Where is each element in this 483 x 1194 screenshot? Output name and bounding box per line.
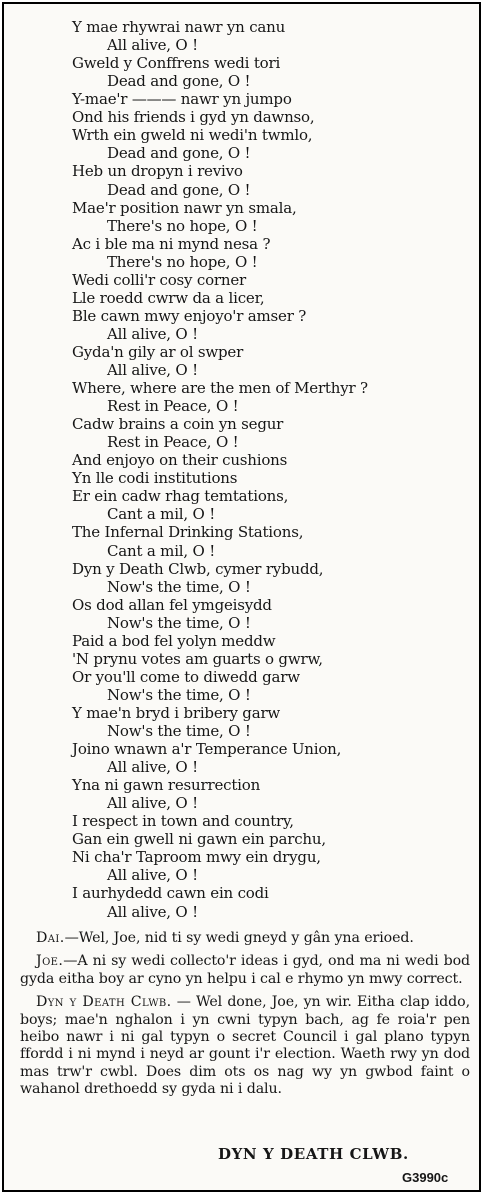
verse-refrain-line: Rest in Peace, O ! bbox=[107, 433, 239, 452]
verse-line: Ni cha'r Taproom mwy ein drygu, bbox=[72, 848, 321, 867]
verse-refrain-line: All alive, O ! bbox=[107, 902, 198, 921]
verse-line: Ac i ble ma ni mynd nesa ? bbox=[72, 234, 271, 253]
clipping-frame bbox=[2, 2, 481, 1192]
verse-line: Y mae rhywrai nawr yn canu bbox=[72, 18, 286, 36]
verse-refrain-line: All alive, O ! bbox=[107, 866, 198, 885]
verse-line: Er ein cadw rhag temtations, bbox=[72, 487, 289, 506]
verse-refrain-line: There's no hope, O ! bbox=[107, 252, 258, 271]
verse-refrain-line: All alive, O ! bbox=[107, 758, 198, 777]
verse-line: 'N prynu votes am guarts o gwrw, bbox=[72, 649, 323, 668]
verse-line: Wrth ein gweld ni wedi'n twmlo, bbox=[72, 126, 313, 145]
speech-text: — Wel done, Joe, yn wir. Eitha clap iddo, boys; mae'n nghalon i yn cwni typyn bach, ag fe roia'r pen heibo nawr i ni gal typyn o secret Council i gal plano typyn ffordd i ni mynd i neyd ar gount i'r election. Waeth rwy yn dod mas trw'r cwbl. Does dim ots os nag wy yn gwbod faint o wahanol drethoedd sy gyda ni i dalu. bbox=[20, 994, 470, 1098]
verse-refrain-line: Cant a mil, O ! bbox=[107, 505, 216, 524]
verse-refrain-line: Rest in Peace, O ! bbox=[107, 397, 239, 416]
verse-refrain-line: There's no hope, O ! bbox=[107, 216, 258, 235]
verse-line: Y-mae'r ——— nawr yn jumpo bbox=[72, 90, 292, 109]
verse-line: Joino wnawn a'r Temperance Union, bbox=[72, 740, 342, 758]
verse-line: Yn lle codi institutions bbox=[72, 469, 238, 488]
dialogue-line-joe bbox=[20, 953, 470, 988]
verse-line: Ond his friends i gyd yn dawnso, bbox=[72, 108, 315, 127]
dialogue-line-dyn bbox=[20, 994, 470, 1098]
verse-line: Gweld y Conffrens wedi tori bbox=[72, 54, 281, 73]
verse-refrain-line: Dead and gone, O ! bbox=[107, 72, 251, 91]
verse-refrain-line: Dead and gone, O ! bbox=[107, 180, 251, 199]
verse-line: Where, where are the men of Merthyr ? bbox=[72, 379, 368, 397]
verse-line: Gan ein gwell ni gawn ein parchu, bbox=[72, 830, 326, 849]
speaker-label: Dai. bbox=[36, 930, 65, 946]
verse-refrain-line: All alive, O ! bbox=[107, 360, 198, 379]
speaker-label: Dyn y Death Clwb. bbox=[36, 994, 172, 1011]
verse-line: And enjoyo on their cushions bbox=[72, 451, 288, 470]
verse-line: I respect in town and country, bbox=[72, 812, 294, 831]
verse-line: Heb un dropyn i revivo bbox=[72, 162, 243, 181]
verse-refrain-line: All alive, O ! bbox=[107, 794, 198, 813]
verse-line: Ble cawn mwy enjoyo'r amser ? bbox=[72, 306, 307, 325]
verse-refrain-line: Now's the time, O ! bbox=[107, 613, 251, 632]
catalog-code: G3990c bbox=[402, 1170, 449, 1185]
verse-line: Y mae'n bryd i bribery garw bbox=[72, 703, 281, 722]
speaker-label: Joe. bbox=[36, 953, 64, 970]
verse-line: Dyn y Death Clwb, cymer rybudd, bbox=[72, 559, 324, 578]
verse-refrain-line: Now's the time, O ! bbox=[107, 722, 251, 740]
signature: DYN Y DEATH CLWB. bbox=[218, 1145, 409, 1163]
verse-line: I aurhydedd cawn ein codi bbox=[72, 884, 269, 903]
verse-line: Os dod allan fel ymgeisydd bbox=[72, 595, 272, 614]
verse-refrain-line: All alive, O ! bbox=[107, 324, 198, 343]
verse-line: Paid a bod fel yolyn meddw bbox=[72, 631, 276, 650]
verse-line: The Infernal Drinking Stations, bbox=[72, 523, 304, 542]
verse-refrain-line: Now's the time, O ! bbox=[107, 577, 251, 596]
speech-text: —Wel, Joe, nid ti sy wedi gneyd y gân yna erioed. bbox=[64, 930, 414, 946]
verse-refrain-line: Now's the time, O ! bbox=[107, 685, 251, 704]
verse-line: Yna ni gawn resurrection bbox=[72, 776, 261, 795]
verse-line: Or you'll come to diwedd garw bbox=[72, 667, 300, 686]
speech-text: —A ni sy wedi collecto'r ideas i gyd, ond ma ni wedi bod gyda eitha boy ar cyno yn helpu i cal e rhymo yn mwy correct. bbox=[20, 953, 470, 987]
verse-line: Cadw brains a coin yn segur bbox=[72, 415, 284, 434]
dialogue-line-dai bbox=[20, 930, 470, 947]
verse-line: Mae'r position nawr yn smala, bbox=[72, 198, 297, 217]
verse-refrain-line: Cant a mil, O ! bbox=[107, 541, 216, 560]
verse-refrain-line: Dead and gone, O ! bbox=[107, 144, 251, 163]
verse-line: Wedi colli'r cosy corner bbox=[72, 270, 247, 289]
dialogue-block bbox=[20, 930, 470, 1105]
verse-refrain-line: All alive, O ! bbox=[107, 36, 198, 55]
verse-line: Lle roedd cwrw da a licer, bbox=[72, 288, 265, 307]
verse-line: Gyda'n gily ar ol swper bbox=[72, 342, 244, 361]
